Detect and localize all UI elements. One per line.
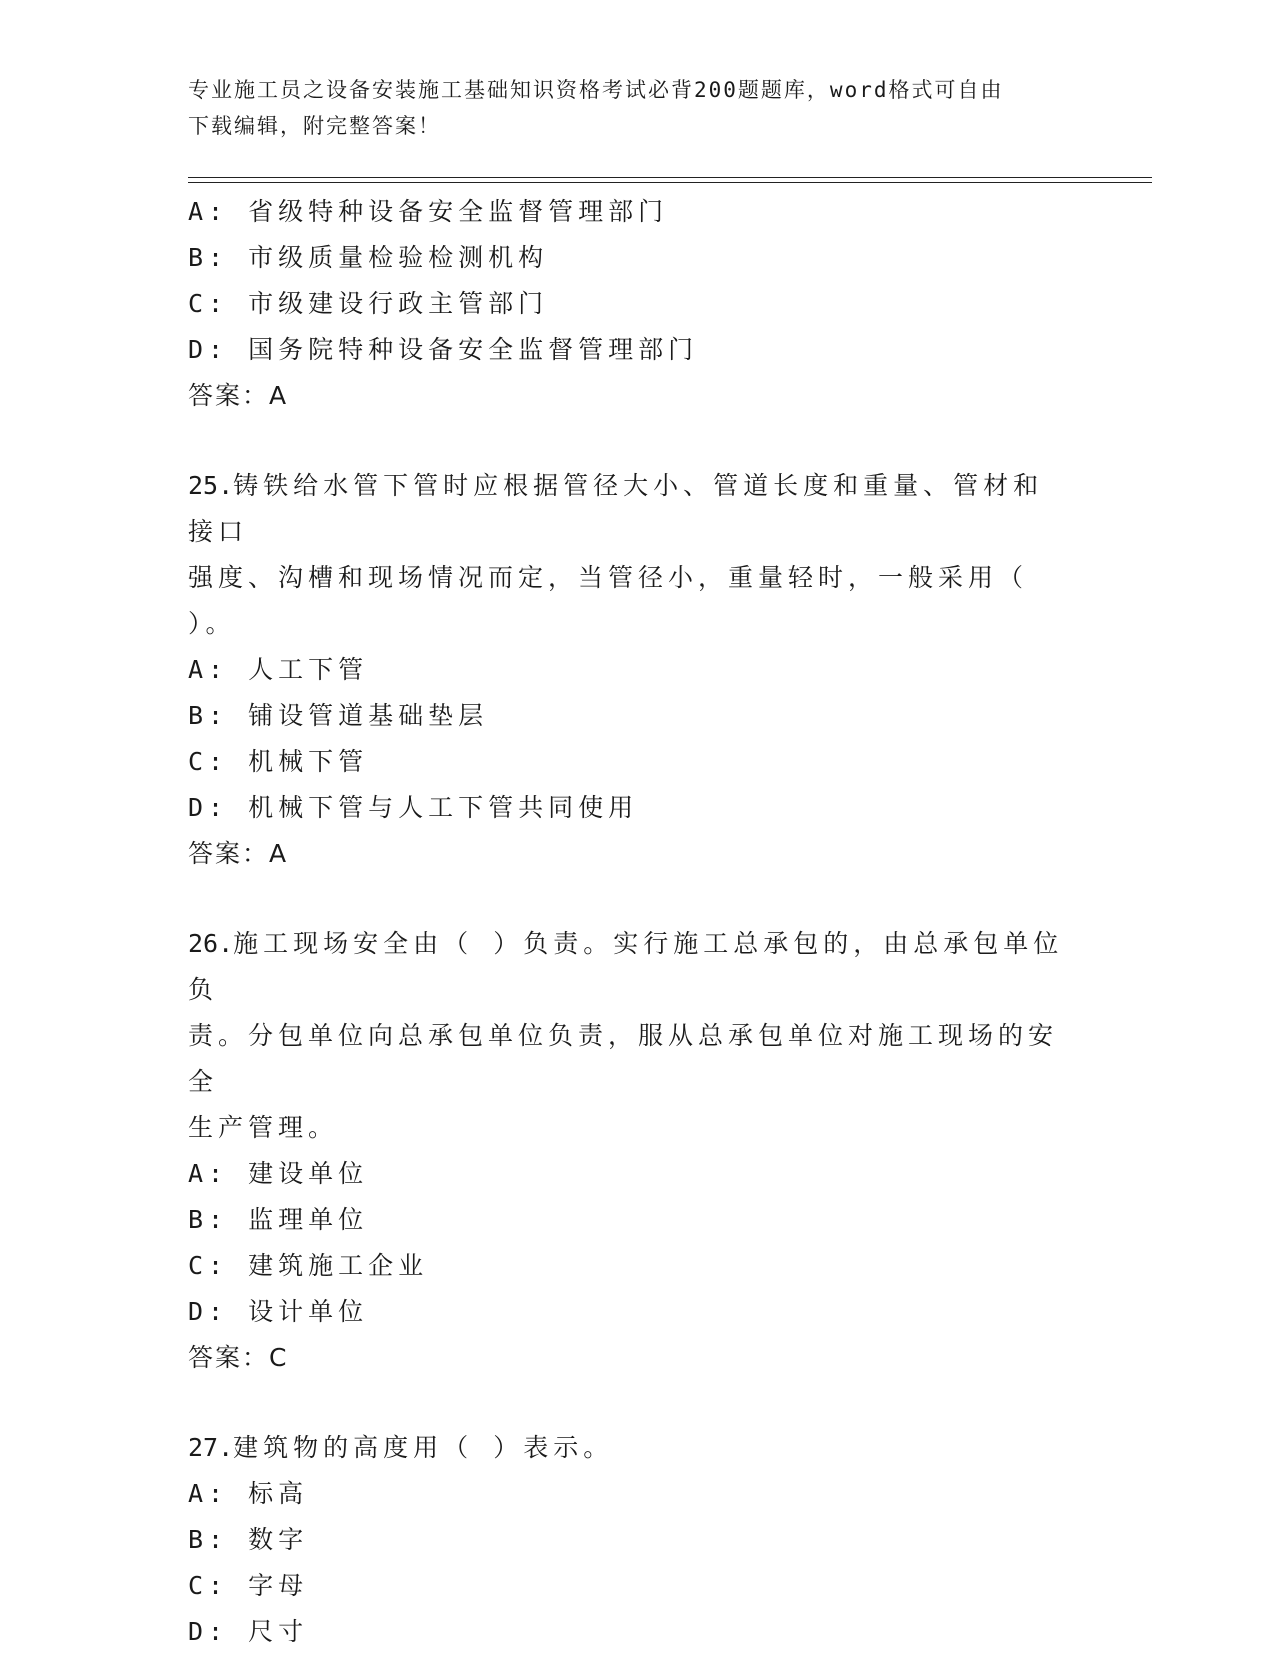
option-d: D: 尺寸	[188, 1617, 309, 1646]
option-a: A: 人工下管	[188, 655, 369, 684]
answer-line: 答案：A	[188, 381, 289, 410]
option-d: D: 国务院特种设备安全监督管理部门	[188, 335, 699, 364]
spacer	[188, 877, 1088, 921]
option-a: A: 建设单位	[188, 1159, 369, 1188]
stem-line: 责。分包单位向总承包单位负责，服从总承包单位对施工现场的安全	[188, 1021, 1059, 1096]
option-c: C: 市级建设行政主管部门	[188, 289, 549, 318]
header-line-2: 下载编辑，附完整答案！	[188, 114, 441, 138]
document-header	[188, 72, 1088, 144]
question-number: 27.	[188, 1433, 234, 1462]
question-stem	[188, 1425, 1068, 1471]
option-b: B: 数字	[188, 1525, 309, 1554]
header-divider-thin	[188, 177, 1152, 178]
question-27	[188, 1425, 1088, 1655]
stem-line: 铸铁给水管下管时应根据管径大小、管道长度和重量、管材和接口	[188, 471, 1044, 546]
question-25	[188, 463, 1088, 877]
question-stem	[188, 463, 1068, 647]
stem-line: 生产管理。	[188, 1113, 339, 1142]
option-d: D: 设计单位	[188, 1297, 369, 1326]
stem-line: 建筑物的高度用（ ）表示。	[233, 1433, 614, 1462]
header-line-1: 专业施工员之设备安装施工基础知识资格考试必背200题题库，word格式可自由	[188, 78, 1004, 102]
option-a: A: 标高	[188, 1479, 309, 1508]
option-b: B: 监理单位	[188, 1205, 369, 1234]
spacer	[188, 419, 1088, 463]
question-stem	[188, 921, 1068, 1151]
option-d: D: 机械下管与人工下管共同使用	[188, 793, 639, 822]
option-a: A: 省级特种设备安全监督管理部门	[188, 197, 669, 226]
option-c: C: 机械下管	[188, 747, 369, 776]
question-number: 25.	[188, 471, 234, 500]
stem-line: 强度、沟槽和现场情况而定，当管径小，重量轻时，一般采用（ ）。	[188, 563, 1029, 638]
option-c: C: 字母	[188, 1571, 309, 1600]
spacer	[188, 1381, 1088, 1425]
answer-line: 答案：A	[188, 839, 289, 868]
option-b: B: 铺设管道基础垫层	[188, 701, 489, 730]
answer-line: 答案：C	[188, 1343, 289, 1372]
option-b: B: 市级质量检验检测机构	[188, 243, 549, 272]
question-number: 26.	[188, 929, 234, 958]
question-26	[188, 921, 1088, 1381]
question-list	[188, 189, 1088, 1655]
previous-question-block	[188, 189, 1088, 419]
header-divider-thick	[188, 182, 1152, 183]
stem-line: 施工现场安全由（ ）负责。实行施工总承包的，由总承包单位负	[188, 929, 1064, 1004]
option-c: C: 建筑施工企业	[188, 1251, 429, 1280]
